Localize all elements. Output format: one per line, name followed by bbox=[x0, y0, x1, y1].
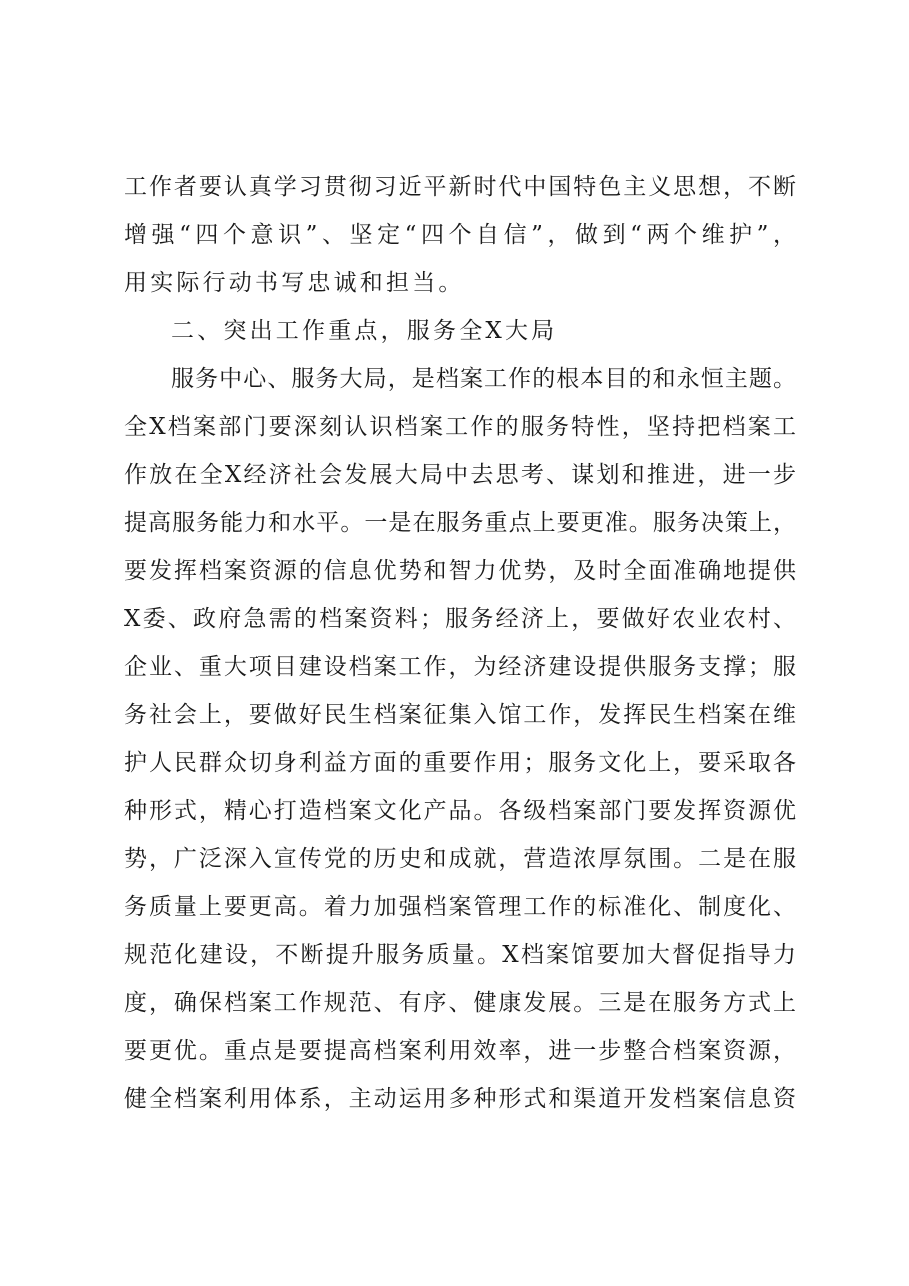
text-line: 健全档案利用体系，主动运用多种形式和渠道开发档案信息资 bbox=[124, 1086, 796, 1112]
text-line: 要更优。重点是要提高档案利用效率，进一步整合档案资源， bbox=[124, 1038, 796, 1064]
text-line: 规范化建设，不断提升服务质量。X档案馆要加大督促指导力 bbox=[124, 942, 796, 968]
text-line: 增强“四个意识”、坚定“四个自信”，做到“两个维护”， bbox=[124, 222, 796, 248]
text-line: 企业、重大项目建设档案工作，为经济建设提供服务支撑；服 bbox=[124, 654, 796, 680]
text-line: 种形式，精心打造档案文化产品。各级档案部门要发挥资源优 bbox=[124, 798, 796, 824]
text-line: 服务中心、服务大局，是档案工作的根本目的和永恒主题。 bbox=[171, 366, 796, 392]
text-line: 提高服务能力和水平。一是在服务重点上要更准。服务决策上， bbox=[124, 510, 796, 536]
text-line: 护人民群众切身利益方面的重要作用；服务文化上，要采取各 bbox=[124, 750, 796, 776]
text-line: 工作者要认真学习贯彻习近平新时代中国特色主义思想，不断 bbox=[124, 174, 796, 200]
text-line: 要发挥档案资源的信息优势和智力优势，及时全面准确地提供 bbox=[124, 558, 796, 584]
text-line: 作放在全X经济社会发展大局中去思考、谋划和推进，进一步 bbox=[124, 462, 796, 488]
text-line: 势，广泛深入宣传党的历史和成就，营造浓厚氛围。二是在服 bbox=[124, 846, 796, 872]
text-line: X委、政府急需的档案资料；服务经济上，要做好农业农村、 bbox=[124, 606, 796, 632]
text-line: 度，确保档案工作规范、有序、健康发展。三是在服务方式上 bbox=[124, 990, 796, 1016]
text-line: 用实际行动书写忠诚和担当。 bbox=[124, 270, 465, 296]
document-body bbox=[124, 163, 796, 1123]
section-heading: 二、突出工作重点，服务全X大局 bbox=[171, 318, 558, 344]
text-line: 务社会上，要做好民生档案征集入馆工作，发挥民生档案在维 bbox=[124, 702, 796, 728]
text-line: 务质量上要更高。着力加强档案管理工作的标准化、制度化、 bbox=[124, 894, 796, 920]
text-line: 全X档案部门要深刻认识档案工作的服务特性，坚持把档案工 bbox=[124, 414, 796, 440]
